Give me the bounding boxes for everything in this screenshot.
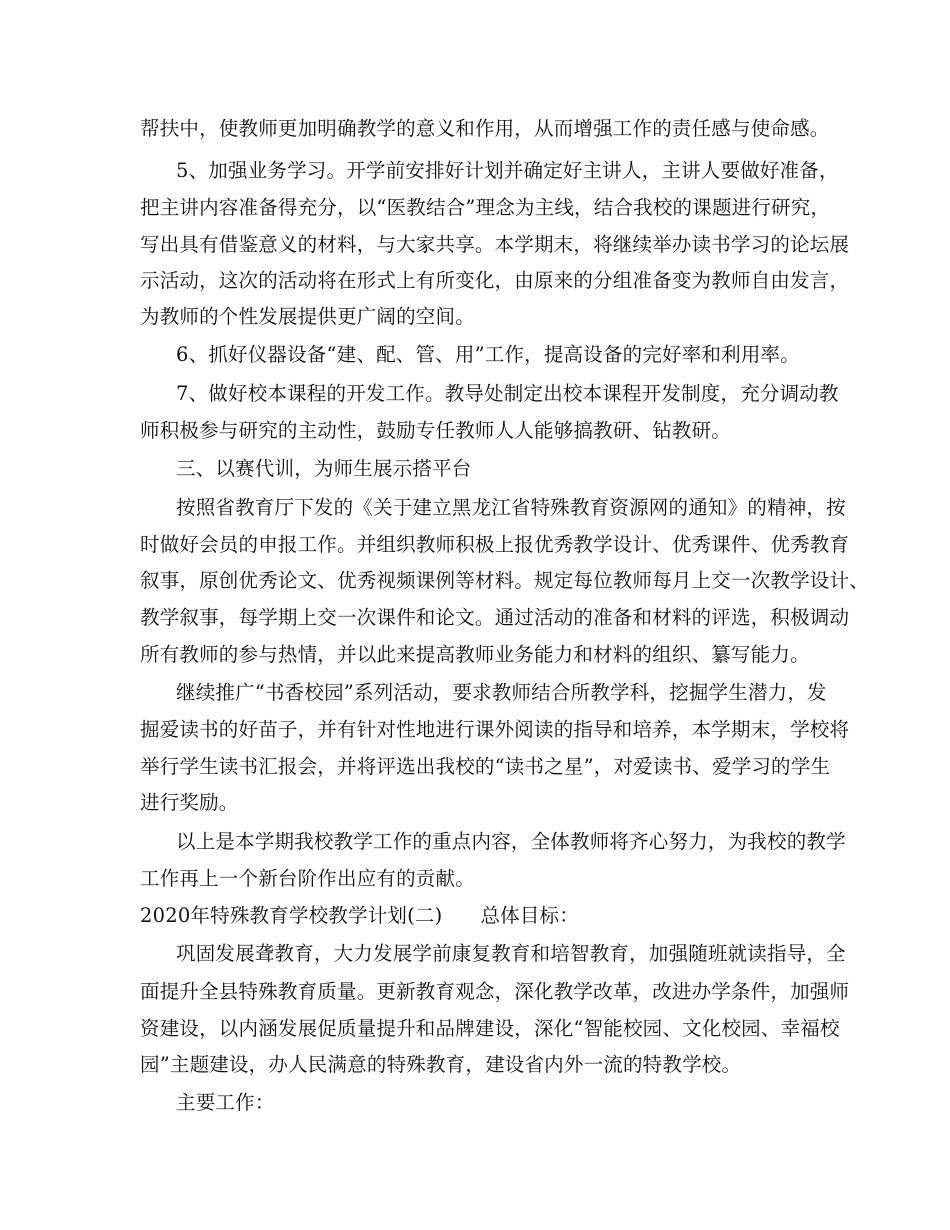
text-line: 资建设，以内涵发展促质量提升和品牌建设，深化“智能校园、文化校园、幸福校 <box>140 1017 840 1040</box>
text-line: 7、做好校本课程的开发工作。教导处制定出校本课程开发制度，充分调动教 <box>176 382 839 405</box>
text-line: 写出具有借鉴意义的材料，与大家共享。本学期末，将继续举办读书学习的论坛展 <box>140 233 850 256</box>
text-line: 师积极参与研究的主动性，鼓励专任教师人人能够搞教研、钻教研。 <box>140 419 732 442</box>
text-line: 工作再上一个新台阶作出应有的贡献。 <box>140 867 475 890</box>
section-heading: 三、以赛代训，为师生展示搭平台 <box>176 457 472 480</box>
text-line: 园”主题建设，办人民满意的特殊教育，建设省内外一流的特教学校。 <box>140 1053 742 1076</box>
text-line: 所有教师的参与热情，并以此来提高教师业务能力和材料的组织、纂写能力。 <box>140 643 810 666</box>
text-line: 举行学生读书汇报会，并将评选出我校的“读书之星”，对爱读书、爱学习的学生 <box>140 755 831 778</box>
text-line: 巩固发展聋教育，大力发展学前康复教育和培智教育，加强随班就读指导，全 <box>176 942 846 965</box>
text-line: 6、抓好仪器设备“建、配、管、用”工作，提高设备的完好率和利用率。 <box>176 343 800 366</box>
text-line: 面提升全县特殊教育质量。更新教育观念，深化教学改革，改进办学条件，加强师 <box>140 980 850 1003</box>
text-line: 以上是本学期我校教学工作的重点内容，全体教师将齐心努力，为我校的教学 <box>176 830 846 853</box>
text-line: 把主讲内容准备得充分，以“医教结合”理念为主线，结合我校的课题进行研究， <box>140 196 831 219</box>
text-line: 继续推广“书香校园”系列活动，要求教师结合所教学科，挖掘学生潜力，发 <box>176 681 827 704</box>
text-line: 按照省教育厅下发的《关于建立黑龙江省特殊教育资源网的通知》的精神，按 <box>176 496 846 519</box>
document-title-line <box>140 903 579 929</box>
text-line: 示活动，这次的活动将在形式上有所变化，由原来的分组准备变为教师自由发言， <box>140 269 850 292</box>
document-title: 2020年特殊教育学校教学计划(二) <box>140 904 443 927</box>
heading-tail: 总体目标： <box>480 904 579 927</box>
text-line: 掘爱读书的好苗子，并有针对性地进行课外阅读的指导和培养，本学期末，学校将 <box>140 718 850 741</box>
text-line: 5、加强业务学习。开学前安排好计划并确定好主讲人，主讲人要做好准备， <box>176 159 839 182</box>
text-line: 叙事，原创优秀论文、优秀视频课例等材料。规定每位教师每月上交一次教学设计、 <box>140 569 869 592</box>
text-line: 进行奖励。 <box>140 791 239 814</box>
text-line: 教学叙事，每学期上交一次课件和论文。通过活动的准备和材料的评选，积极调动 <box>140 606 850 629</box>
text-line: 时做好会员的申报工作。并组织教师积极上报优秀教学设计、优秀课件、优秀教育 <box>140 533 850 556</box>
text-line: 主要工作： <box>176 1091 275 1114</box>
text-line: 为教师的个性发展提供更广阔的空间。 <box>140 305 475 328</box>
text-line: 帮扶中，使教师更加明确教学的意义和作用，从而增强工作的责任感与使命感。 <box>140 117 830 140</box>
